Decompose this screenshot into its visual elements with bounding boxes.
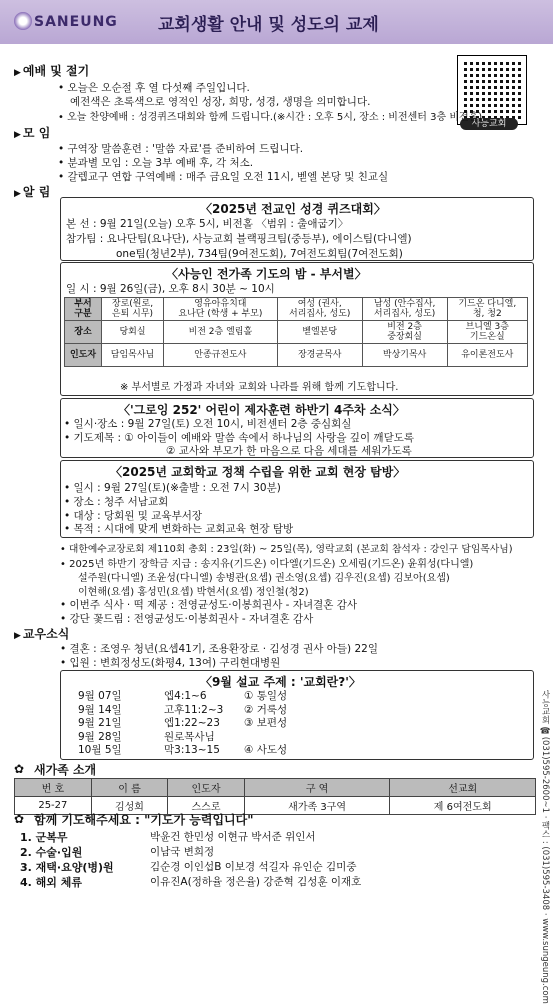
policy-line-1: • 일시 : 9월 27일(토)(※출발 : 오전 7시 30분) bbox=[64, 482, 281, 494]
meeting-line-2: • 분과별 모임 : 오늘 3부 예배 후, 각 처소. bbox=[58, 157, 254, 169]
section-pray: 함께 기도해주세요 : "기도가 능력입니다" bbox=[34, 813, 254, 827]
sermon-topic: ① 통일성 bbox=[244, 690, 288, 702]
prayer-night-cell: 당회실 bbox=[102, 321, 164, 344]
sermon-passage: 막3:13~15 bbox=[164, 744, 220, 756]
table-cell: 이 름 bbox=[91, 779, 168, 797]
table-cell: 스스로 bbox=[168, 797, 245, 815]
prayer-night-row bbox=[65, 298, 528, 321]
section-meeting: ▶ 모 임 bbox=[14, 124, 50, 141]
sermon-passage: 엡4:1~6 bbox=[164, 690, 207, 702]
sermon-date: 9월 21일 bbox=[78, 717, 122, 729]
prayer-night-cell: 유이론전도사 bbox=[447, 344, 527, 367]
prayer-night-cell: 장로(원로, 은퇴 시무) bbox=[102, 298, 164, 321]
growing-line-3: ② 교사와 부모가 한 마음으로 다음 세대를 세워가도록 bbox=[166, 445, 412, 457]
prayer-night-cell: 장경균목사 bbox=[277, 344, 362, 367]
prayer-night-cell: 영유아유치대 요나단 (학생 + 부모) bbox=[163, 298, 277, 321]
flower-icon: ✿ bbox=[14, 762, 25, 776]
policy-title: 〈2025년 교회학교 정책 수립을 위한 교회 현장 탐방〉 bbox=[110, 465, 406, 479]
table-cell: 제 6여전도회 bbox=[390, 797, 536, 815]
prayer-night-cell: 박상기목사 bbox=[362, 344, 447, 367]
section-news: ▶ 교우소식 bbox=[14, 625, 69, 642]
prayer-night-row-header: 부서 구분 bbox=[65, 298, 102, 321]
section-notice: ▶ 알 림 bbox=[14, 183, 50, 200]
prayer-night-cell: 브니엘 3층 기드온실 bbox=[447, 321, 527, 344]
flower-icon-2: ✿ bbox=[14, 812, 25, 826]
prayer-night-cell: 여성 (권사, 서리집사, 성도) bbox=[277, 298, 362, 321]
table-cell: 인도자 bbox=[168, 779, 245, 797]
side-contact-text: 사능교회 ☎(031)595-2600~1 · 팩스 : (031)595-3408 · www.sungeung.com bbox=[540, 690, 550, 1004]
misc-line-1: • 대한예수교장로회 제110회 총회 : 23일(화) ~ 25일(목), 영락교회 (본교회 참석자 : 강인구 담임목사님) bbox=[60, 544, 513, 555]
table-cell: 새가족 3구역 bbox=[244, 797, 390, 815]
prayer-night-row-header: 인도자 bbox=[65, 344, 102, 367]
pray-category: 4. 해외 체류 bbox=[20, 876, 82, 889]
sermon-date: 9월 07일 bbox=[78, 690, 122, 702]
meeting-line-3: • 갈렙교구 연합 구역예배 : 매주 금요일 오전 11시, 벧엘 본당 및 친교실 bbox=[58, 171, 389, 183]
sermon-topic: ③ 보편성 bbox=[244, 717, 288, 729]
pray-category: 3. 재택·요양(병)원 bbox=[20, 861, 114, 874]
prayer-night-row bbox=[65, 344, 528, 367]
sermon-date: 10월 5일 bbox=[78, 744, 122, 756]
misc-line-5: • 이번주 식사 · 떡 제공 : 전영균성도·이봉희권사 - 자녀결혼 감사 bbox=[60, 599, 358, 611]
growing-line-2: • 기도제목 : ① 아이들이 예배와 말씀 속에서 하나님의 사랑을 깊이 깨닫도록 bbox=[64, 432, 415, 444]
prayer-night-row-header: 장소 bbox=[65, 321, 102, 344]
prayer-night-cell: 안종규전도사 bbox=[163, 344, 277, 367]
sermon-passage: 고후11:2~3 bbox=[164, 703, 224, 716]
prayer-night-cell: 벧엘본당 bbox=[277, 321, 362, 344]
growing-line-1: • 일시·장소 : 9월 27일(토) 오전 10시, 비전센터 2층 중심회실 bbox=[64, 418, 352, 430]
worship-line-2: 예전색은 초록색으로 영적인 성장, 희망, 성경, 생명을 의미합니다. bbox=[70, 96, 371, 108]
prayer-night-cell: 비전 2층 중장회실 bbox=[362, 321, 447, 344]
prayer-night-cell: 담임목사님 bbox=[102, 344, 164, 367]
table-cell: 25-27 bbox=[15, 797, 92, 815]
prayer-night-cell: 기드온 다니엘, 청, 청2 bbox=[447, 298, 527, 321]
news-line-1: • 결혼 : 조영우 청년(요셉41기, 조용환장로 · 김성경 권사 아들) 22일 bbox=[60, 643, 378, 655]
quiz-line-1: 본 선 : 9월 21일(오늘) 오후 5시, 비전홀 〈범위 : 출애굽기〉 bbox=[66, 218, 349, 230]
growing-title: 〈'그로잉 252' 어린이 제자훈련 하반기 4주차 소식〉 bbox=[118, 403, 405, 417]
side-contact bbox=[537, 690, 553, 1004]
qr-label: 사능교회 bbox=[460, 118, 518, 130]
worship-line-3: • 오늘 찬양예배 : 성경퀴즈대회와 함께 드립니다.(※시간 : 오후 5시, 장소 : 비전센터 3층 비전홀) bbox=[58, 112, 483, 123]
policy-line-2: • 장소 : 청주 서남교회 bbox=[64, 496, 169, 508]
sermon-topic: ④ 사도성 bbox=[244, 744, 288, 756]
logo: SANEUNG bbox=[34, 14, 118, 30]
sermon-title: 〈9월 설교 주제 : '교회란?'〉 bbox=[200, 675, 361, 689]
table-cell: 번 호 bbox=[15, 779, 92, 797]
policy-line-4: • 목적 : 시대에 맞게 변화하는 교회교육 현장 탐방 bbox=[64, 523, 294, 535]
meeting-line-1: • 구역장 말씀훈련 : '말씀 자료'를 준비하여 드립니다. bbox=[58, 143, 304, 155]
quiz-line-3: one팀(청년2부), 734팀(9여전도회), 7여전도회팀(7여전도회) bbox=[116, 248, 403, 260]
prayer-night-cell: 비전 2층 엘림홀 bbox=[163, 321, 277, 344]
pray-names: 김순경 이인섭B 이보경 석길자 유인순 김미중 bbox=[150, 861, 357, 873]
policy-line-3: • 대상 : 당회원 및 교육부서장 bbox=[64, 510, 202, 522]
table-cell: 김성희 bbox=[91, 797, 168, 815]
page-title: 교회생활 안내 및 성도의 교제 bbox=[158, 15, 379, 35]
table-cell: 구 역 bbox=[244, 779, 390, 797]
sermon-passage: 엡1:22~23 bbox=[164, 717, 220, 729]
new-family-table bbox=[14, 778, 536, 815]
quiz-line-2: 참가팀 : 요나단팀(요나단), 사능교회 블랙핑크팀(중등부), 에이스팀(다니엘) bbox=[66, 233, 412, 245]
prayer-night-title: 〈사능인 전가족 기도의 밤 - 부서별〉 bbox=[166, 267, 367, 281]
misc-line-4: 이현해(요셉) 홍성민(요셉) 박현서(요셉) 정인철(청2) bbox=[78, 587, 309, 598]
table-header-row bbox=[15, 779, 536, 797]
table-cell: 선교회 bbox=[390, 779, 536, 797]
misc-line-6: • 강단 꽃드림 : 전영균성도·이봉희권사 - 자녀결혼 감사 bbox=[60, 613, 314, 625]
pray-names: 박윤건 한민성 이현규 박서준 위인서 bbox=[150, 831, 316, 843]
worship-line-1: • 오늘은 오순절 후 열 다섯째 주일입니다. bbox=[58, 82, 250, 94]
logo-mark-icon bbox=[14, 12, 32, 30]
pray-names: 이유진A(정하율 정은율) 강준혁 김성훈 이재호 bbox=[150, 876, 362, 888]
prayer-night-date: 일 시 : 9월 26일(금), 오후 8시 30분 ~ 10시 bbox=[66, 283, 275, 295]
misc-line-2: • 2025년 하반기 장학금 지급 : 송지유(기드온) 이다엘(기드온) 오세림(기드온) 윤휘성(다니엘) bbox=[60, 559, 474, 570]
section-new-family: 새가족 소개 bbox=[34, 763, 97, 777]
quiz-title: 〈2025년 전교인 성경 퀴즈대회〉 bbox=[200, 202, 386, 216]
sermon-date: 9월 14일 bbox=[78, 703, 122, 716]
sermon-date: 9월 28일 bbox=[78, 730, 122, 743]
sermon-passage: 원로목사님 bbox=[164, 730, 215, 743]
pray-category: 2. 수술·입원 bbox=[20, 846, 83, 859]
news-line-2: • 입원 : 변희정성도(화평4, 13여) 구리현대병원 bbox=[60, 657, 281, 669]
prayer-night-note: ※ 부서별로 가정과 자녀와 교회와 나라를 위해 함께 기도합니다. bbox=[120, 382, 399, 393]
misc-line-3: 설주원(다니엘) 조윤성(다니엘) 송병관(요셉) 권소영(요셉) 김우진(요셉) 김보아(요셉) bbox=[78, 573, 450, 584]
prayer-night-table bbox=[64, 297, 528, 367]
prayer-night-row bbox=[65, 321, 528, 344]
pray-names: 이남국 변희정 bbox=[150, 846, 215, 858]
sermon-topic: ② 거룩성 bbox=[244, 703, 288, 716]
section-worship: ▶ 예배 및 절기 bbox=[14, 62, 89, 79]
pray-category: 1. 군복무 bbox=[20, 831, 68, 844]
prayer-night-cell: 남성 (안수집사, 서리집사, 성도) bbox=[362, 298, 447, 321]
